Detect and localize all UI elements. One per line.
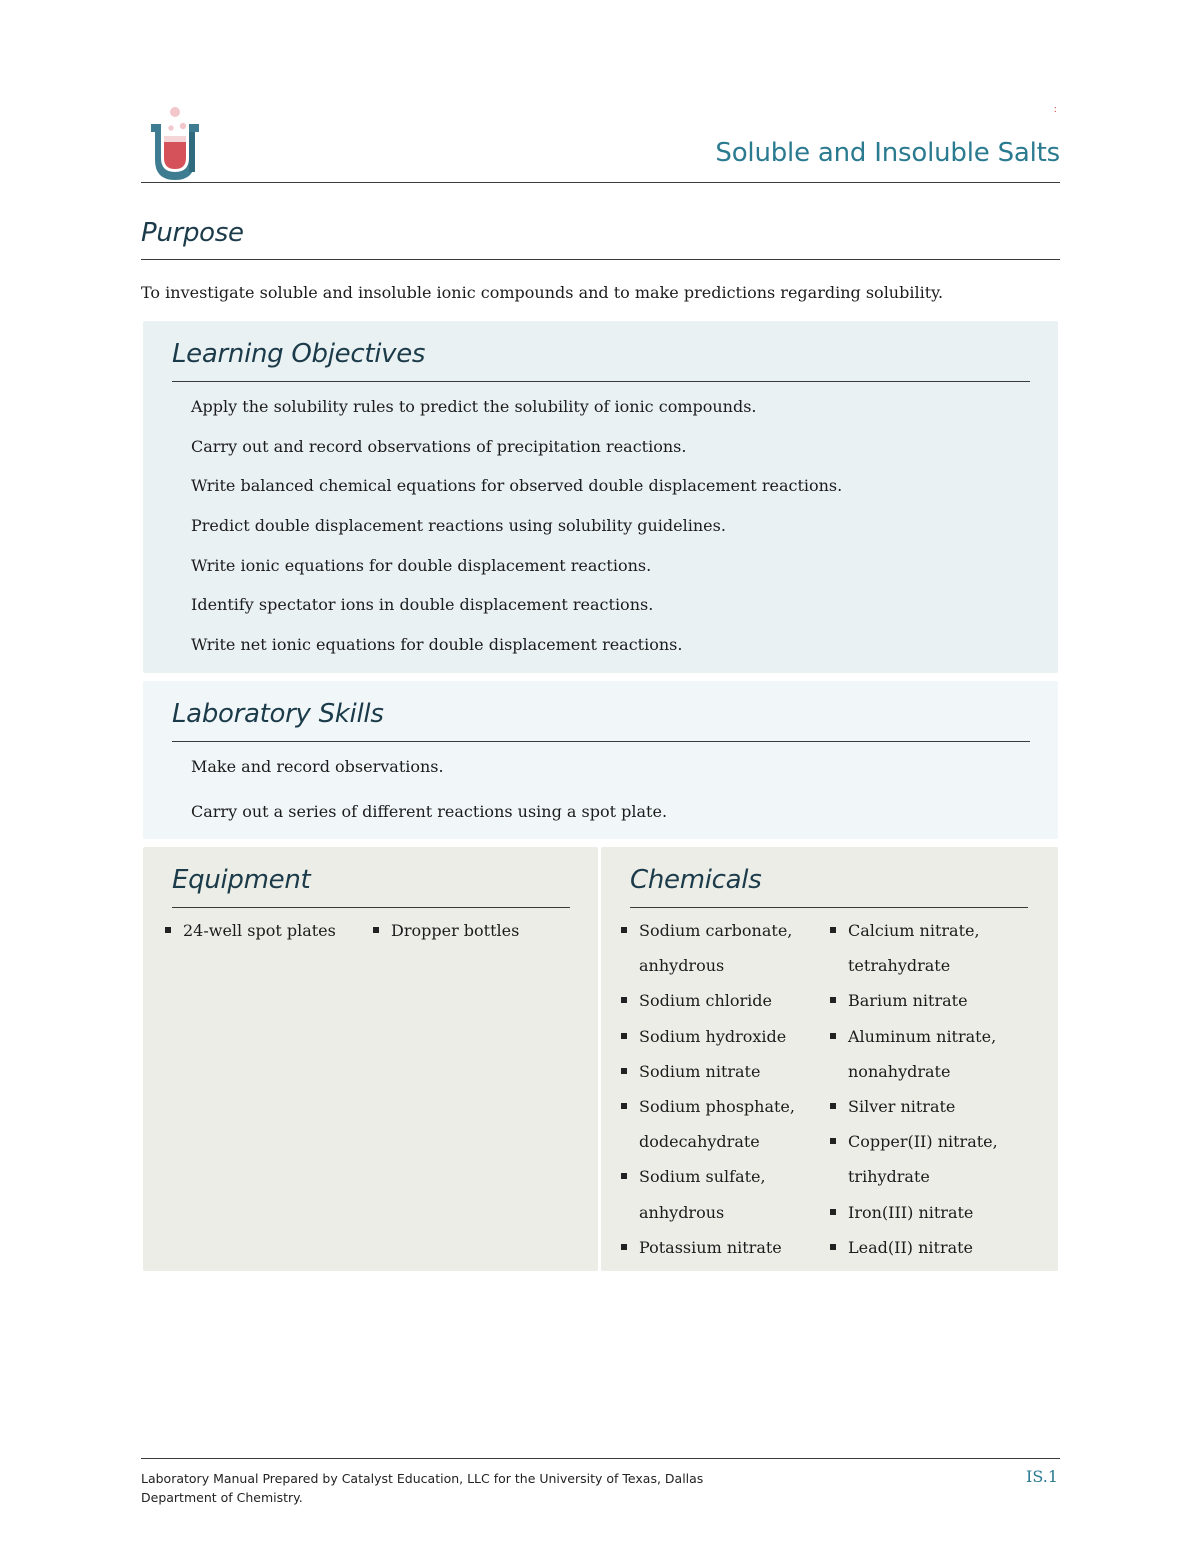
- chemical-item: Copper(II) nitrate, trihydrate: [830, 1124, 1040, 1194]
- chemical-item: Sodium hydroxide: [621, 1019, 821, 1054]
- laboratory-skills-panel: [143, 681, 1058, 839]
- page: [141, 0, 1060, 1553]
- purpose-heading: Purpose: [141, 218, 244, 248]
- equipment-heading-block: [172, 863, 570, 908]
- chemical-item: Calcium nitrate, tetrahydrate: [830, 913, 1040, 983]
- purpose-text: To investigate soluble and insoluble ionic compounds and to make predictions regarding solubility.: [141, 283, 944, 302]
- learning-objectives-list: [191, 393, 842, 671]
- laboratory-skills-heading-block: [172, 697, 1030, 742]
- equipment-list-col2: [373, 913, 519, 948]
- learning-objectives-panel: [143, 321, 1058, 673]
- skill-item: Make and record observations.: [191, 757, 444, 776]
- objective-item: Carry out and record observations of precipitation reactions.: [191, 436, 687, 456]
- chemical-item: Sodium carbonate, anhydrous: [621, 913, 821, 983]
- equipment-item: Dropper bottles: [373, 913, 519, 948]
- skill-item: Carry out a series of different reactions using a spot plate.: [191, 802, 668, 821]
- chemical-item: Sodium chloride: [621, 983, 821, 1018]
- objective-item: Write ionic equations for double displacement reactions.: [191, 555, 652, 575]
- chemicals-panel: [601, 847, 1058, 1271]
- chemicals-list-col1: [621, 913, 821, 1265]
- footer-text: Laboratory Manual Prepared by Catalyst Education, LLC for the University of Texas, Dallas Department of Chemistry.: [141, 1471, 704, 1505]
- equipment-panel: [143, 847, 598, 1271]
- objective-item: Write net ionic equations for double displacement reactions.: [191, 635, 683, 655]
- equipment-heading: Equipment: [172, 865, 311, 895]
- document-title: Soluble and Insoluble Salts: [715, 138, 1060, 168]
- page-number: IS.1: [1026, 1467, 1058, 1486]
- chemical-item: Lead(II) nitrate: [830, 1230, 1040, 1265]
- chemical-item: Sodium sulfate, anhydrous: [621, 1159, 821, 1229]
- footer: [141, 1458, 1060, 1505]
- beaker-logo-icon: [145, 102, 207, 180]
- learning-objectives-heading: Learning Objectives: [172, 339, 426, 369]
- chemicals-heading-block: [630, 863, 1028, 908]
- equipment-item: 24-well spot plates: [165, 913, 336, 948]
- laboratory-skills-list: [191, 753, 667, 843]
- chemical-item: Sodium nitrate: [621, 1054, 821, 1089]
- learning-objectives-heading-block: [172, 337, 1030, 382]
- objective-item: Predict double displacement reactions using solubility guidelines.: [191, 516, 726, 536]
- chemicals-list-col2: [830, 913, 1040, 1265]
- header-mark: :: [1053, 104, 1057, 115]
- chemical-item: Potassium nitrate: [621, 1230, 821, 1265]
- chemical-item: Barium nitrate: [830, 983, 1040, 1018]
- header: [141, 96, 1060, 183]
- objective-item: Apply the solubility rules to predict the solubility of ionic compounds.: [191, 397, 757, 416]
- chemical-item: Sodium phosphate, dodecahydrate: [621, 1089, 821, 1159]
- equipment-list-col1: [165, 913, 336, 948]
- objective-item: Write balanced chemical equations for observed double displacement reactions.: [191, 476, 843, 496]
- chemical-item: Iron(III) nitrate: [830, 1195, 1040, 1230]
- purpose-heading-block: [141, 214, 1060, 260]
- laboratory-skills-heading: Laboratory Skills: [172, 699, 384, 729]
- objective-item: Identify spectator ions in double displacement reactions.: [191, 595, 654, 615]
- chemical-item: Silver nitrate: [830, 1089, 1040, 1124]
- chemical-item: Aluminum nitrate, nonahydrate: [830, 1019, 1040, 1089]
- chemicals-heading: Chemicals: [630, 865, 762, 895]
